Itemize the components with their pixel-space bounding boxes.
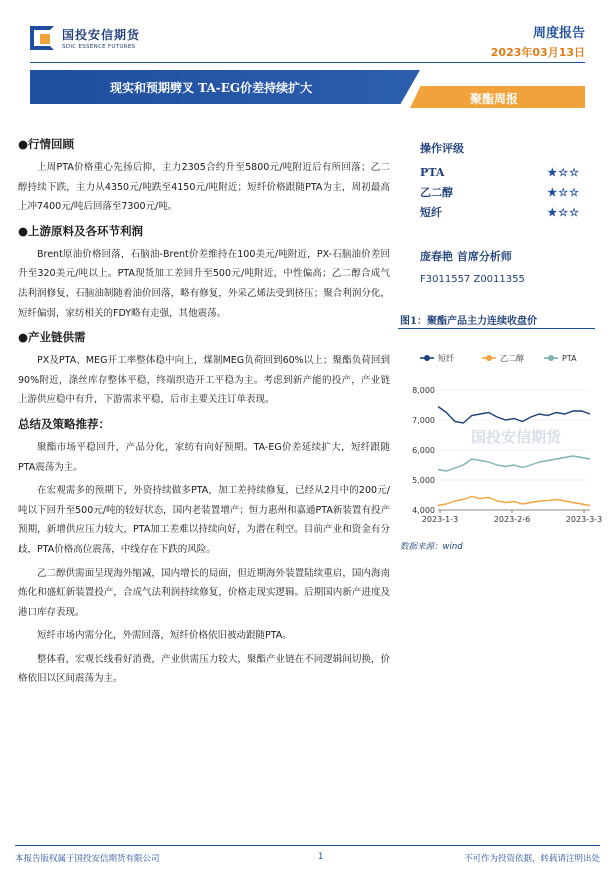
section-chain-heading: ●产业链供需 <box>18 330 86 345</box>
sidebar <box>420 140 590 285</box>
summary-paragraph-4: 短纤市场内需分化，外需回落，短纤价格依旧被动跟随PTA。 <box>37 630 292 642</box>
section-upstream-heading: ●上游原料及各环节利润 <box>18 223 144 238</box>
company-logo <box>30 26 140 50</box>
star-rating-icon: ★☆☆ <box>547 205 580 219</box>
figure-divider <box>398 328 595 329</box>
report-tag: 聚酯周报 <box>470 92 519 106</box>
rating-name: PTA <box>420 165 445 179</box>
y-tick-label: 4,000 <box>412 506 435 515</box>
footer-disclaimer: 不可作为投资依据，转载请注明出处 <box>463 854 600 864</box>
star-rating-icon: ★☆☆ <box>547 185 580 199</box>
legend-marker <box>424 355 430 361</box>
y-tick-label: 5,000 <box>412 476 435 485</box>
legend-label: PTA <box>562 354 577 363</box>
report-date: 2023年03月13日 <box>490 46 585 59</box>
section-summary-heading: 总结及策略推荐： <box>18 416 110 431</box>
rating-row-pta <box>420 162 590 182</box>
star-rating-icon: ★☆☆ <box>547 165 580 179</box>
report-type: 周度报告 <box>532 26 585 41</box>
legend-marker <box>486 355 492 361</box>
watermark-text: 国投安信期货 <box>470 428 562 446</box>
rating-name: 短纤 <box>420 206 442 219</box>
logo-text-cn: 国投安信期货 <box>62 28 141 42</box>
chain-paragraph: PX及PTA、MEG开工率整体稳中向上，煤制MEG负荷回到60%以上；聚酯负荷回到90%附近，涤丝库存整体平稳，终端织造开工平稳为主。考虑到新产能的投产，产业链上游供应稳中有升，下游需求平稳，后市主要关注订单表现。 <box>18 355 390 406</box>
legend-marker <box>548 355 554 361</box>
x-tick-label: 2023-2-6 <box>493 515 531 524</box>
y-tick-label: 6,000 <box>412 446 435 455</box>
summary-paragraph-3: 乙二醇供需面呈现海外缩减，国内增长的局面，但近期海外装置陆续重启，国内海南炼化和盛虹新装置投产，合成气法利润持续修复，价格走现实逻辑。后期国内新产进度及港口库存表现。 <box>18 567 390 618</box>
page-number: 1 <box>318 852 324 862</box>
rating-title: 操作评级 <box>420 142 464 155</box>
x-tick-label: 2023-1-3 <box>421 515 459 524</box>
figure-title: 图1：聚酯产品主力连续收盘价 <box>400 316 537 327</box>
rating-name: 乙二醇 <box>420 186 453 199</box>
data-source: 数据来源：wind <box>400 542 463 552</box>
footer-copyright: 本报告版权属于国投安信期货有限公司 <box>15 854 160 864</box>
series-line <box>438 407 590 424</box>
logo-text-en: SDIC ESSENCE FUTURES <box>62 44 136 50</box>
main-body <box>18 130 390 689</box>
legend-label: 短纤 <box>438 354 454 363</box>
x-tick-label: 2023-3-3 <box>565 515 603 524</box>
summary-paragraph-2: 在宏观需多的预期下，外资持续做多PTA，加工差持续修复，已经从2月中的200元/吨以下回升至500元/吨的较好状态，国内老装置增产；恒力惠州和嘉通PTA新装置有投产预期，新增供应压力较大，PTA加工差难以持续向好，为潜在利空。目前产业和资金有分歧，PTA价格高位震荡，中线存在下跌的风险。 <box>18 485 390 555</box>
series-line <box>438 456 590 471</box>
footer-divider <box>15 845 600 846</box>
analyst-license: F3011557 Z0011355 <box>420 274 525 285</box>
legend-label: 乙二醇 <box>500 354 524 363</box>
section-review-heading: ●行情回顾 <box>18 137 75 151</box>
summary-paragraph-1: 聚酯市场平稳回升，产品分化，家纺有向好预期。TA-EG价差延续扩大，短纤跟随PTA震荡为主。 <box>18 441 390 473</box>
analyst-name: 庞春艳 首席分析师 <box>420 250 512 263</box>
rating-row-meg <box>420 182 590 202</box>
logo-icon <box>30 26 56 50</box>
summary-paragraph-5: 整体看，宏观长线看好消费，产业供需压力较大，聚酯产业链在不同逻辑间切换，价格依旧以区间震荡为主。 <box>18 653 390 685</box>
price-line-chart <box>398 338 603 538</box>
y-tick-label: 7,000 <box>412 416 435 425</box>
review-paragraph: 上周PTA价格重心先扬后抑，主力2305合约升至5800元/吨附近后有所回落；乙二醇持续下跌，主力从4350元/吨跌至4150元/吨附近；短纤价格跟随PTA为主，周初最高上冲7400元/吨后回落至7300元/吨。 <box>18 162 390 213</box>
series-line <box>438 497 590 506</box>
rating-row-psf <box>420 202 590 222</box>
upstream-paragraph: Brent原油价格回落，石脑油-Brent价差维持在100美元/吨附近，PX-石脑油价差回升至320美元/吨以上。PTA现货加工差回升至500元/吨附近，中性偏高；乙二醇合成气法利润修复，石脑油制随着油价回落，略有修复，外采乙烯法受到挤压；聚合利润分化，短纤偏弱，家纺相关的FDY略有走强，其他震荡。 <box>18 248 390 319</box>
y-tick-label: 8,000 <box>412 386 435 395</box>
report-title: 现实和预期劈叉 TA-EG价差持续扩大 <box>110 81 313 95</box>
header-divider <box>30 62 585 63</box>
